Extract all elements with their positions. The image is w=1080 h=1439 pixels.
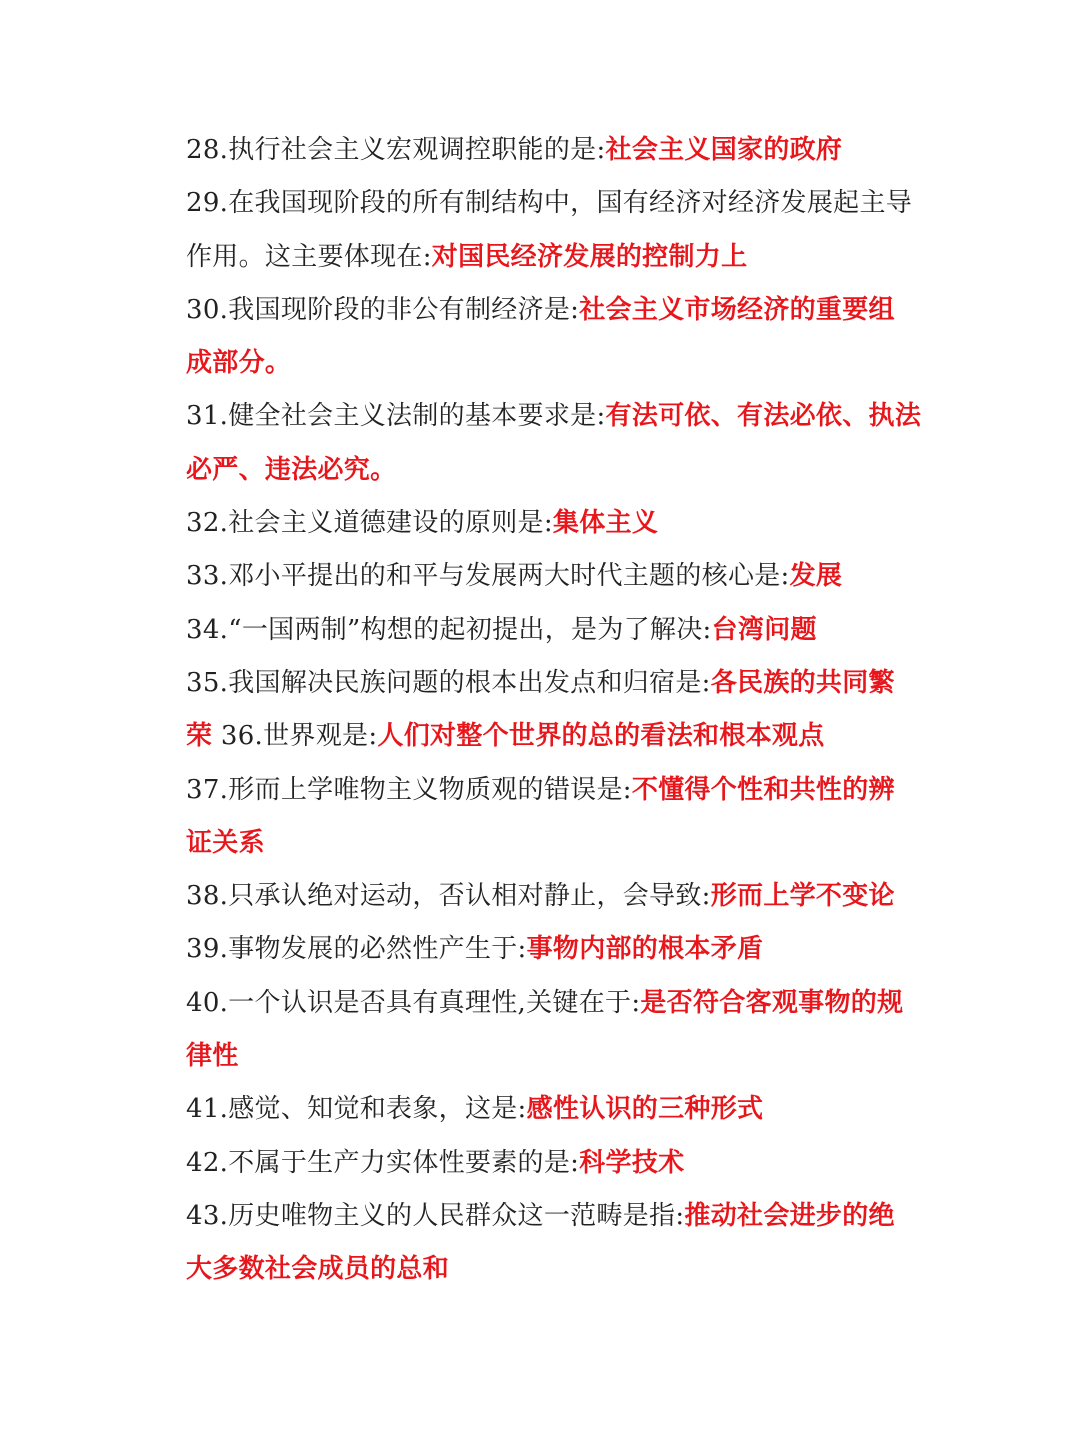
question-text: 40.一个认识是否具有真理性,关键在于: [186,987,641,1018]
question-text: 28.执行社会主义宏观调控职能的是: [186,135,606,165]
answer-continuation-text: 荣 [186,721,213,752]
answer-text: 人们对整个世界的总的看法和根本观点 [377,721,825,752]
question-text: 41.感觉、知觉和表象，这是: [186,1094,527,1125]
qa-line [186,657,898,710]
answer-text: 证关系 [186,827,265,858]
answer-text: 集体主义 [552,508,659,539]
qa-line [186,604,898,657]
question-text: 31.健全社会主义法制的基本要求是: [186,401,606,432]
question-text: 34.“一国两制”构想的起初提出，是为了解决: [186,614,712,645]
answer-text: 科学技术 [579,1147,685,1178]
answer-text: 感性认识的三种形式 [526,1094,764,1125]
answer-text: 对国民经济发展的控制力上 [431,241,748,272]
qa-line [186,231,898,284]
qa-line [186,337,898,390]
qa-line [186,1030,898,1083]
answer-text: 律性 [186,1041,239,1072]
qa-line [186,923,898,976]
answer-text: 各民族的共同繁 [710,667,895,698]
question-text: 38.只承认绝对运动，否认相对静止，会导致: [186,881,711,912]
qa-line [186,977,904,1030]
answer-text: 发展 [789,561,843,592]
answer-text: 必严、违法必究。 [186,454,397,485]
answer-text: 社会主义市场经济的重要组 [579,294,895,325]
answer-text: 台湾问题 [711,614,817,645]
answer-text: 事物内部的根本矛盾 [526,934,764,965]
qa-line [186,710,898,763]
qa-line [186,550,898,603]
question-text: 33.邓小平提出的和平与发展两大时代主题的核心是: [186,561,790,592]
question-text: 30.我国现阶段的非公有制经济是: [186,294,580,325]
qa-line [186,817,898,870]
answer-text: 社会主义国家的政府 [605,135,843,165]
question-text: 43.历史唯物主义的人民群众这一范畴是指: [186,1200,685,1231]
qa-line [186,177,913,230]
qa-line [186,1137,898,1190]
qa-line [186,124,898,177]
answer-text: 有法可依、有法必依、执法 [605,401,922,432]
question-text: 32.社会主义道德建设的原则是: [186,508,553,539]
answer-text: 不懂得个性和共性的辨 [631,774,895,805]
qa-line [186,444,898,497]
question-text: 37.形而上学唯物主义物质观的错误是: [186,774,632,805]
question-text: 29.在我国现阶段的所有制结构中，国有经济对经济发展起主导 [186,188,913,219]
qa-line [186,284,898,337]
answer-text: 大多数社会成员的总和 [186,1254,450,1285]
answer-text: 推动社会进步的绝 [684,1200,895,1231]
question-text: 42.不属于生产力实体性要素的是: [186,1147,580,1178]
answer-text: 成部分。 [186,348,292,379]
answer-text: 形而上学不变论 [710,881,895,912]
question-text: 作用。这主要体现在: [186,241,432,272]
qa-line [186,764,898,817]
answer-text: 是否符合客观事物的规 [640,987,904,1018]
question-text: 39.事物发展的必然性产生于: [186,934,527,965]
qa-line [186,1243,898,1296]
question-text: 35.我国解决民族问题的根本出发点和归宿是: [186,667,711,698]
qa-line [186,1190,898,1243]
qa-line [186,390,922,443]
question-text: 36.世界观是: [212,721,378,752]
qa-list [186,124,922,1297]
qa-line [186,870,898,923]
qa-line [186,497,898,550]
qa-line [186,1083,898,1136]
